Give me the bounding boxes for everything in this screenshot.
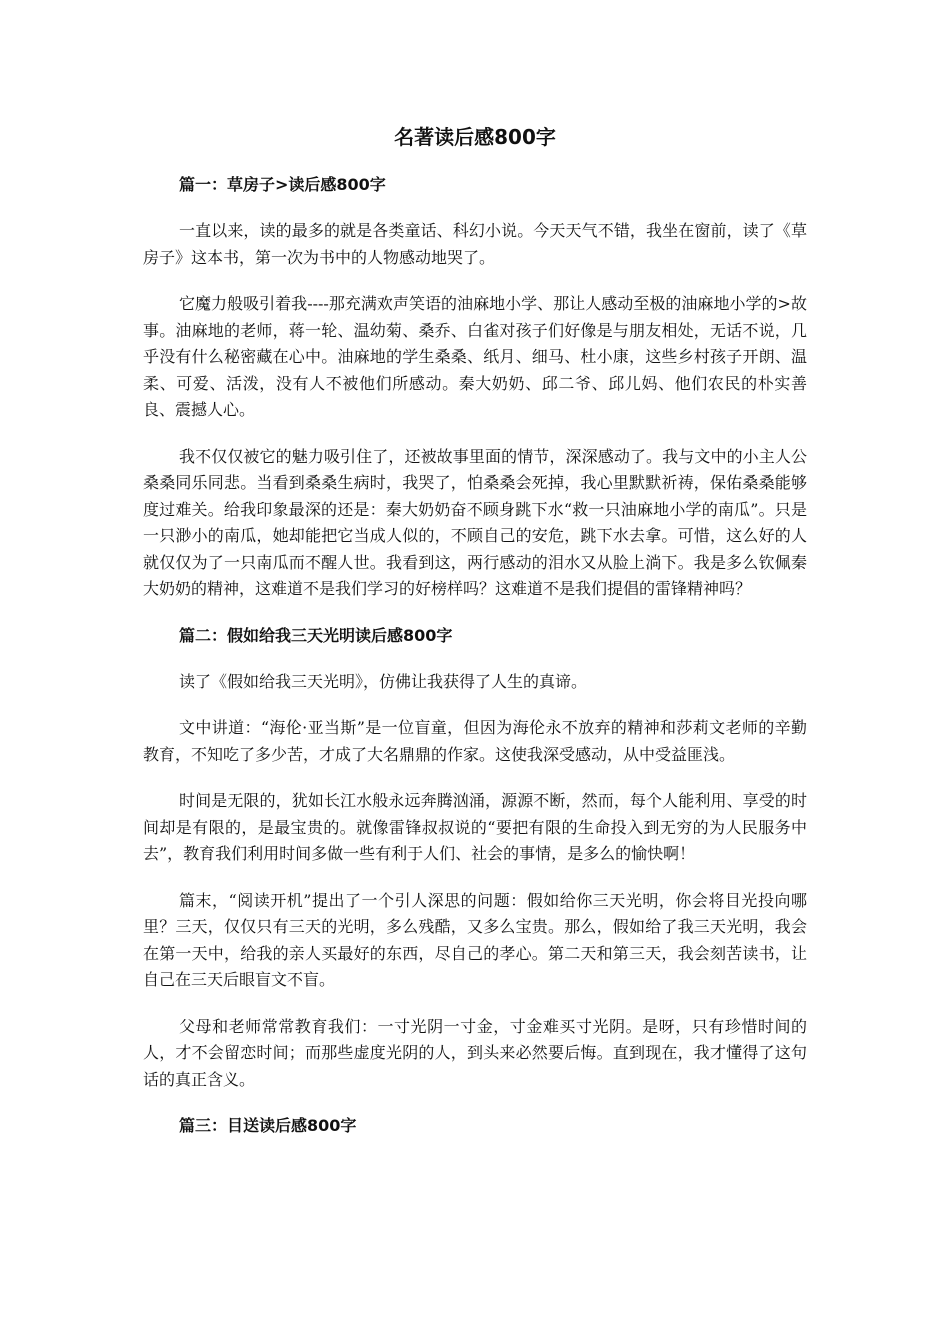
section-1-paragraph: 一直以来，读的最多的就是各类童话、科幻小说。今天天气不错，我坐在窗前，读了《草房子》这本书，第一次为书中的人物感动地哭了。 [143,221,807,267]
section-2-paragraph: 父母和老师常常教育我们：一寸光阴一寸金，寸金难买寸光阴。是呀，只有珍惜时间的人，才不会留恋时间；而那些虚度光阴的人，到头来必然要后悔。直到现在，我才懂得了这句话的真正含义。 [143,1016,807,1089]
section-2-heading: 篇二：假如给我三天光明读后感800字 [179,625,453,645]
section-2-paragraph: 文中讲道：“海伦·亚当斯”是一位盲童，但因为海伦永不放弃的精神和莎莉文老师的辛勤教育，不知吃了多少苦，才成了大名鼎鼎的作家。这使我深受感动，从中受益匪浅。 [143,718,807,764]
section-1-heading: 篇一：草房子>读后感800字 [179,175,386,194]
section-1-paragraph: 我不仅仅被它的魅力吸引住了，还被故事里面的情节，深深感动了。我与文中的小主人公桑桑同乐同悲。当看到桑桑生病时，我哭了，怕桑桑会死掉，我心里默默祈祷，保佑桑桑能够度过难关。给我印象最深的还是：秦大奶奶奋不顾身跳下水“救一只油麻地小学的南瓜”。只是一只渺小的南瓜，她却能把它当成人似的，不顾自己的安危，跳下水去拿。可惜，这么好的人就仅仅为了一只南瓜而不醒人世。我看到这，两行感动的泪水又从脸上淌下。我是多么钦佩秦大奶奶的精神，这难道不是我们学习的好榜样吗？这难道不是我们提倡的雷锋精神吗？ [143,446,807,598]
document-page [143,122,807,1159]
section-1-paragraph: 它魔力般吸引着我----那充满欢声笑语的油麻地小学、那让人感动至极的油麻地小学的>故事。油麻地的老师，蒋一轮、温幼菊、桑乔、白雀对孩子们好像是与朋友相处，无话不说，几乎没有什么秘密藏在心中。油麻地的学生桑桑、纸月、细马、杜小康，这些乡村孩子开朗、温柔、可爱、活泼，没有人不被他们所感动。秦大奶奶、邱二爷、邱儿妈、他们农民的朴实善良、震撼人心。 [143,294,807,419]
section-2-paragraph: 时间是无限的，犹如长江水般永远奔腾汹涌，源源不断，然而，每个人能利用、享受的时间却是有限的，是最宝贵的。就像雷锋叔叔说的“要把有限的生命投入到无穷的为人民服务中去”，教育我们利用时间多做一些有利于人们、社会的事情，是多么的愉快啊！ [143,791,807,863]
section-3-heading: 篇三：目送读后感800字 [179,1116,357,1135]
section-2-paragraph: 篇末，“阅读开机”提出了一个引人深思的问题：假如给你三天光明，你会将目光投向哪里？三天，仅仅只有三天的光明，多么残酷，又多么宝贵。那么，假如给了我三天光明，我会在第一天中，给我的亲人买最好的东西，尽自己的孝心。第二天和第三天，我会刻苦读书，让自己在三天后眼盲文不盲。 [143,890,807,989]
section-2-paragraph: 读了《假如给我三天光明》，仿佛让我获得了人生的真谛。 [179,671,588,691]
document-title: 名著读后感800字 [394,125,556,149]
